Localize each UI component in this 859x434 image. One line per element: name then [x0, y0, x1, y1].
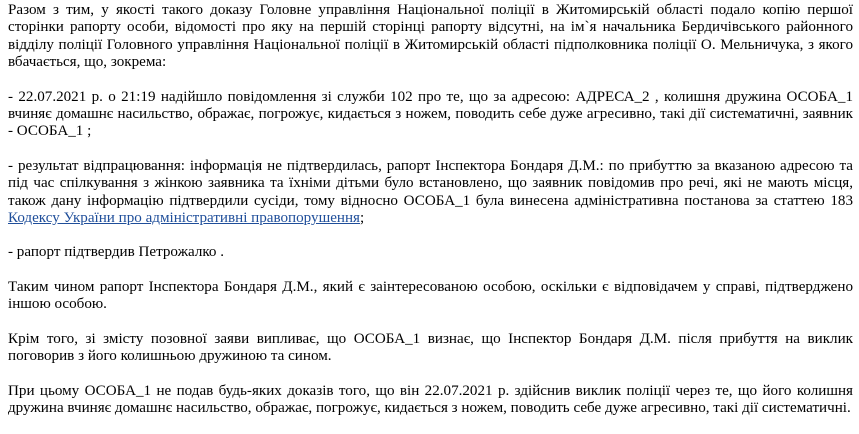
processing-result-end: ; [360, 210, 365, 227]
paragraph-no-evidence: При цьому ОСОБА_1 не подав будь-яких доказів того, що він 22.07.2021 р. здійснив виклик поліції через те, що його колишня дружина вчиняє домашнє насильство, ображає, погрожує, кидається з ножем, поводить себе дуже агресивно, такі дії систематичні. [8, 382, 853, 416]
paragraph-call-report: - 22.07.2021 р. о 21:19 надійшло повідомлення зі служби 102 про те, що за адресою: АДРЕСА_2 , колишня дружина ОСОБА_1 вчиняє домашнє насильство, ображає, погрожує, кидається з ножем, поводить себе дуже агресивно, такі дії систематичні, заявник - ОСОБА_1 ; [8, 88, 853, 140]
code-of-administrative-offenses-link[interactable]: Кодексу України про адміністративні правопорушення [8, 210, 360, 227]
paragraph-report-confirmed: - рапорт підтвердив Петрожалко . [8, 244, 225, 261]
paragraph-conclusion: Таким чином рапорт Інспектора Бондаря Д.М., який є заінтересованою особою, оскільки є відповідачем у справі, підтверджено іншою особою. [8, 278, 853, 313]
paragraph-evidence-intro: Разом з тим, у якості такого доказу Головне управління Національної поліції в Житомирській області подало копію першої сторінки рапорту особи, відомості про яку на першій сторінці рапорту відсутні, на ім`я начальника Бердичівського районного відділу поліції Головного управління Національної поліції в Житомирській області підполковника поліції О. Мельничука, з якого вбачається, що, зокрема: [8, 2, 853, 71]
processing-result-text: - результат відпрацювання: інформація не підтвердилась, рапорт Інспектора Бондаря Д.М.: по прибуттю за вказаною адресою та під час спілкування з жінкою заявника та їхніми дітьми було встановлено, що заявник повідомив про речі, які не мають місця, також дану інформацію підтвердили сусіди, тому відносно ОСОБА_1 була винесена адміністративна постанова за статтею 183 [8, 157, 853, 209]
paragraph-processing-result [8, 158, 853, 228]
paragraph-claim-content: Крім того, зі змісту позовної заяви випливає, що ОСОБА_1 визнає, що Інспектор Бондаря Д.М. після прибуття на виклик поговорив з його колишньою дружиною та сином. [8, 330, 853, 365]
document-body [8, 2, 853, 434]
